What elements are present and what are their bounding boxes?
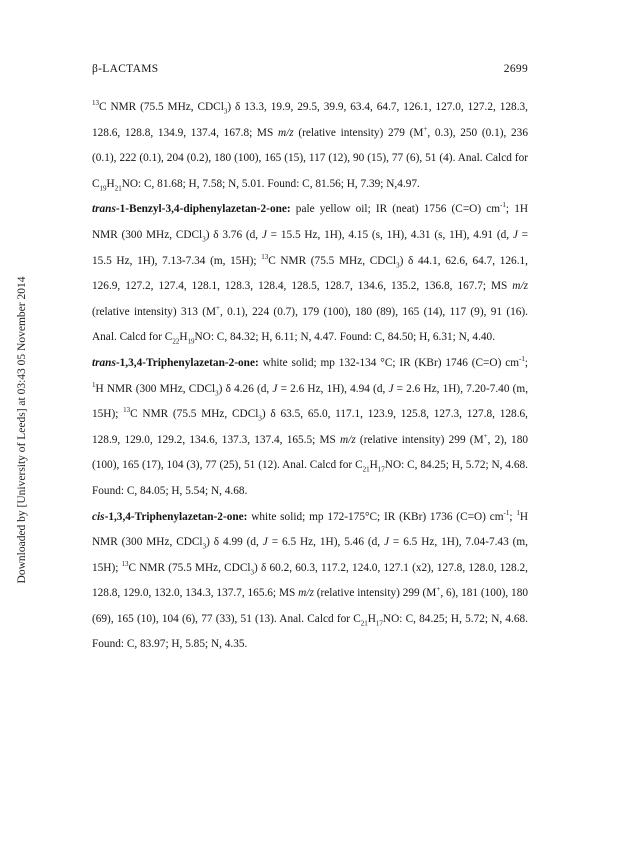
paragraph-text: $^{13}$C NMR (75.5 MHz, CDCl$_3$) δ 13.3, 19.9, 29.5, 39.9, 63.4, 64.7, 126.1, 127.0, 127.2, 128.3, 128.6, 128.8, 134.9, 137.4, 167.8; MS m/z (relative intensity) 279 (M+, 0.3), 250 (0.1), 236 (0.1), 222 (0.1), 204 (0.2), 180 (100), 165 (15), 117 (12), 90 (15), 77 (6), 51 (4). Anal. Calcd for $C_{19}H_{21}NO$: C, 81.68; H, 7.58; N, 5.01. Found: C, 81.56; H, 7.39; N,4.97.	[92, 99, 528, 193]
download-watermark	[12, 250, 32, 610]
paragraph-continued	[92, 95, 528, 197]
paragraph-text: white solid; mp 172-175°C; IR (KBr) 1736 (C=O) $cm^{-1}$; $^1$H NMR (300 MHz, CDCl$_3$) δ 4.99 (d, J = 6.5 Hz, 1H), 5.46 (d, J = 6.5 Hz, 1H), 7.04-7.43 (m, 15H); $^{13}$C NMR (75.5 MHz, CDCl$_3$) δ 60.2, 60.3, 117.2, 124.0, 127.1 (x2), 127.8, 128.0, 128.2, 128.8, 129.0, 132.0, 134.3, 137.7, 165.6; MS m/z (relative intensity) 299 (M+, 6), 181 (100), 180 (69), 165 (10), 104 (6), 77 (33), 51 (13). Anal. Calcd for $C_{21}H_{17}NO$: C, 84.25; H, 5.72; N, 4.68. Found: C, 83.97; H, 5.85; N, 4.35.	[92, 508, 529, 651]
paragraph-text: white solid; mp 132-134 °C; IR (KBr) 1746 (C=O) $cm^{-1}$; $^1$H NMR (300 MHz, CDCl$_3$) δ 4.26 (d, J = 2.6 Hz, 1H), 4.94 (d, J = 2.6 Hz, 1H), 7.20-7.40 (m, 15H); $^{13}$C NMR (75.5 MHz, CDCl$_3$) δ 63.5, 65.0, 117.1, 123.9, 125.8, 127.3, 127.8, 128.6, 128.9, 129.0, 129.2, 134.6, 137.3, 137.4, 165.5; MS m/z (relative intensity) 299 (M+, 2), 180 (100), 165 (17), 104 (3), 77 (25), 51 (12). Anal. Calcd for $C_{21}H_{17}NO$: C, 84.25; H, 5.72; N, 4.68. Found: C, 84.05; H, 5.54; N, 4.68.	[92, 355, 529, 497]
compound-name: cis-1,3,4-Triphenylazetan-2-one:	[92, 510, 248, 523]
compound-name: trans-1-Benzyl-3,4-diphenylazetan-2-one:	[92, 203, 291, 216]
paragraph-text: pale yellow oil; IR (neat) 1756 (C=O) $cm^{-1}$; 1H NMR (300 MHz, CDCl$_3$) δ 3.76 (d, J = 15.5 Hz, 1H), 4.15 (s, 1H), 4.31 (s, 1H), 4.91 (d, J = 15.5 Hz, 1H), 7.13-7.34 (m, 15H); $^{13}$C NMR (75.5 MHz, CDCl$_3$) δ 44.1, 62.6, 64.7, 126.1, 126.9, 127.2, 127.4, 128.1, 128.3, 128.4, 128.5, 128.7, 134.6, 135.2, 136.8, 167.7; MS m/z (relative intensity) 313 (M+, 0.1), 224 (0.7), 179 (100), 180 (89), 165 (14), 117 (9), 91 (16). Anal. Calcd for $C_{22}H_{19}NO$: C, 84.32; H, 6.11; N, 4.47. Found: C, 84.50; H, 6.31; N, 4.40.	[92, 201, 529, 346]
paragraph-trans-benzyl	[92, 197, 528, 351]
running-head	[92, 63, 528, 79]
page-number: 2699	[503, 63, 528, 75]
paragraph-trans-triphenyl	[92, 351, 528, 505]
paragraph-cis-triphenyl	[92, 505, 528, 659]
running-head-title: β-LACTAMS	[92, 63, 159, 75]
compound-name: trans-1,3,4-Triphenylazetan-2-one:	[92, 356, 259, 369]
experimental-body	[92, 95, 528, 658]
download-watermark-text: Downloaded by [University of Leeds] at 03:43 05 November 2014	[16, 276, 28, 584]
